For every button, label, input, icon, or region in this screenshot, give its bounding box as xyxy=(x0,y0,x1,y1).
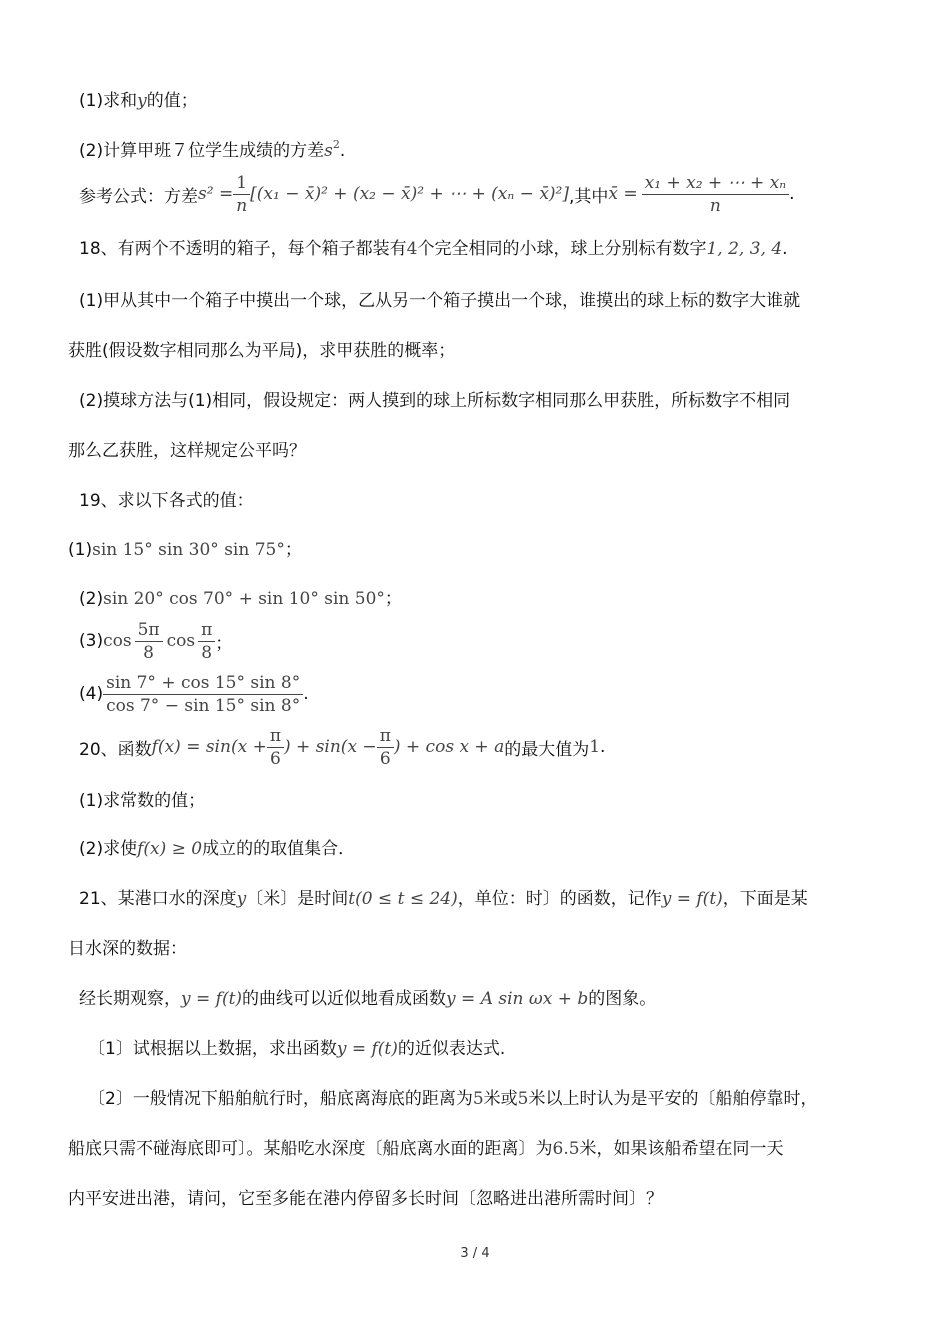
q17-part2: (2)计算甲班７位学生成绩的方差$s^2$. xyxy=(79,138,346,161)
q19-statement: 19、求以下各式的值： xyxy=(79,491,254,511)
frac-mean: $\frac{\text{x₁ + x₂ + ⋯ + xₙ}}{n}$ xyxy=(642,172,789,217)
q21-statement: 21、某港口水的深度y〔米〕是时间t(0 ≤ t ≤ 24)，单位：时〕的函数，记作y = f(t)，下面是某 xyxy=(79,889,808,909)
q18-part1: (1)甲从其中一个箱子中摸出一个球，乙从另一个箱子摸出一个球，谁摸出的球上标的数字大谁就 xyxy=(79,291,801,311)
q20-part1: (1)求常数的值； xyxy=(79,791,206,811)
variance-formula: 参考公式：方差 s² = $\frac{1}{n}$ [(x₁ − x̄)² + (x₂ − x̄)² + ⋯ + (xₙ − x̄)²] ,其中 x̄ = $\frac{\text{x₁ + x₂ + ⋯ + xₙ}}{n}$ . xyxy=(79,172,795,216)
q21-part2: 〔2〕一般情况下船舶航行时，船底离海底的距离为5米或5米以上时认为是平安的〔船舶停靠时， xyxy=(88,1089,818,1109)
frac-expr4: $\frac{\sin 7^\circ + \cos 15^\circ \sin 8^\circ}{\cos 7^\circ - \sin 15^\circ \sin 8^\circ}$ xyxy=(103,672,303,717)
q19-part4: (4) $\frac{\sin 7^\circ + \cos 15^\circ \sin 8^\circ}{\cos 7^\circ - \sin 15^\circ \sin 8^\circ}$ . xyxy=(79,672,309,716)
q18-part2-cont: 那么乙获胜，这样规定公平吗？ xyxy=(68,441,306,461)
frac-pi-6-b: $\frac{\pi}{6}$ xyxy=(377,725,394,770)
q20-statement: 20、函数 f(x) = sin(x + $\frac{\pi}{6}$ ) + sin(x − $\frac{\pi}{6}$ ) + cos x + a 的最大值为 1 . xyxy=(79,725,606,769)
page-number: 3 / 4 xyxy=(460,1246,490,1261)
q20-part2: (2)求使f(x) ≥ 0成立的的取值集合． xyxy=(79,839,356,859)
q21-observation: 经长期观察，y = f(t)的曲线可以近似地看成函数y = A sin ωx + b的图象。 xyxy=(79,989,657,1009)
q18-part1-cont: 获胜(假设数字相同那么为平局)，求甲获胜的概率； xyxy=(68,341,456,361)
frac-pi-8: $\frac{\pi}{8}$ xyxy=(198,619,215,664)
q19-part3: (3) cos $\frac{5\pi}{8}$ cos $\frac{\pi}{8}$ ； xyxy=(79,619,233,663)
q19-part1: (1)sin 15° sin 30° sin 75°； xyxy=(68,540,302,560)
q18-statement: 18、有两个不透明的箱子，每个箱子都装有4个完全相同的小球，球上分别标有数字1, 2, 3, 4. xyxy=(79,239,788,259)
q21-part2-cont2: 内平安进出港，请问，它至多能在港内停留多长时间〔忽略进出港所需时间〕？ xyxy=(68,1189,663,1209)
q17-part1: (1)求和y的值； xyxy=(79,91,198,111)
q18-part2: (2)摸球方法与(1)相同，假设规定：两人摸到的球上所标数字相同那么甲获胜，所标数字不相同 xyxy=(79,391,791,411)
frac-one-over-n: $\frac{1}{n}$ xyxy=(233,172,250,217)
q21-part1: 〔1〕试根据以上数据，求出函数y = f(t)的近似表达式. xyxy=(88,1039,506,1059)
q21-statement-cont: 日水深的数据： xyxy=(68,939,187,959)
q21-part2-cont: 船底只需不碰海底即可〕。某船吃水深度〔船底离水面的距离〕为6.5米，如果该船希望在同一天 xyxy=(68,1139,784,1159)
frac-5pi-8: $\frac{5\pi}{8}$ xyxy=(135,619,163,664)
frac-pi-6-a: $\frac{\pi}{6}$ xyxy=(267,725,284,770)
q19-part2: (2)sin 20° cos 70° + sin 10° sin 50°； xyxy=(79,589,402,609)
